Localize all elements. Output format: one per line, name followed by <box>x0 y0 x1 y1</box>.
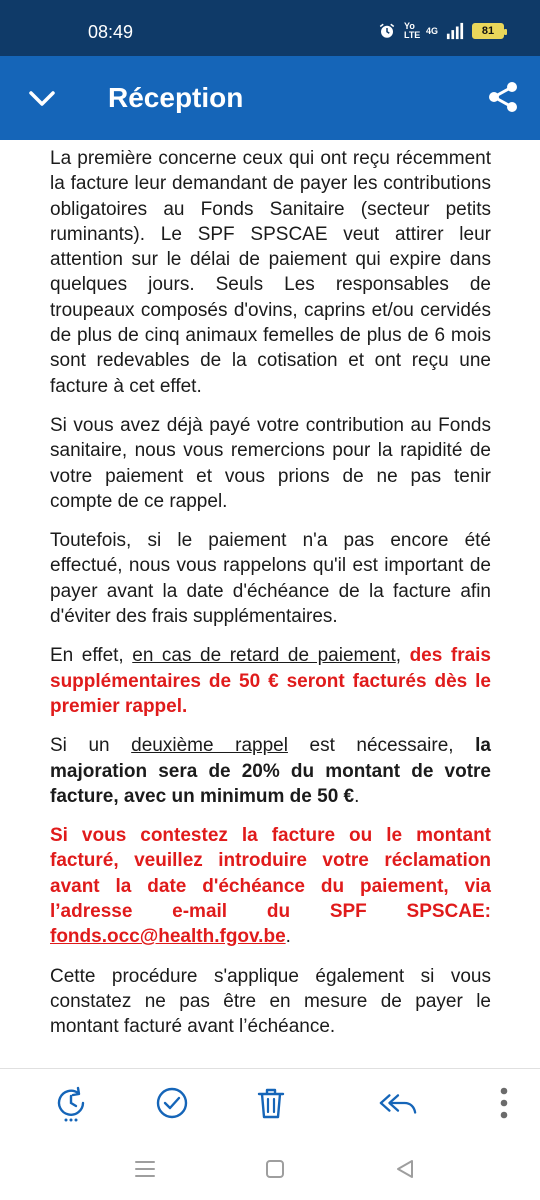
more-button[interactable] <box>484 1083 524 1123</box>
battery-indicator: 81 <box>472 23 504 39</box>
paragraph-2: Si vous avez déjà payé votre contribution au Fonds sanitaire, nous vous remercions pour la rapidité de votre paiement et vous prions de ne pas tenir compte de ce rappel. <box>50 414 491 512</box>
late-payment-text: en cas de retard de paiement <box>132 645 396 667</box>
paragraph-6-end: . <box>285 926 291 948</box>
mark-done-button[interactable] <box>152 1083 192 1123</box>
paragraph-5-mid: est nécessaire, <box>287 735 476 757</box>
paragraph-4 <box>50 643 491 719</box>
paragraph-6 <box>50 823 491 949</box>
signal-type-label: 4G <box>425 25 438 36</box>
second-reminder-text: deuxième rappel <box>131 735 288 757</box>
paragraph-3: Toutefois, si le paiement n'a pas encore été effectué, nous vous rappelons qu'il est important de payer avant la date d'échéance de la facture afin d'éviter des frais supplémentaires. <box>50 530 491 628</box>
paragraph-5 <box>50 733 491 809</box>
page-title: Réception <box>108 82 244 113</box>
system-nav-bar <box>0 1140 540 1200</box>
paragraph-1: La première concerne ceux qui ont reçu récemment la facture leur demandant de payer les contributions obligatoires au Fonds Sanitaire (secteur petits ruminants). Le SPF SPSCAE veut attirer leur attention sur le délai de paiement qui expire dans quelques jours. Seuls Les responsables de troupeaux composés d'ovins, caprins et/ou cervidés de plus de cinq animaux femelles de plus de 6 mois sont redevables de la cotisation et ont reçu une facture à cet effet. <box>50 148 491 397</box>
share-icon[interactable] <box>486 80 520 114</box>
action-toolbar <box>0 1068 540 1140</box>
status-icons <box>378 22 504 40</box>
snooze-icon <box>52 1083 92 1123</box>
email-body <box>50 146 491 1054</box>
paragraph-4-intro: En effet, <box>50 645 133 667</box>
recents-icon[interactable] <box>130 1154 160 1184</box>
snooze-button[interactable] <box>52 1083 92 1123</box>
email-link[interactable]: fonds.occ@health.fgov.be <box>50 926 286 948</box>
status-time: 08:49 <box>88 22 134 42</box>
paragraph-5-end: . <box>354 785 360 807</box>
home-icon[interactable] <box>260 1154 290 1184</box>
reply-all-icon <box>378 1083 418 1123</box>
trash-icon <box>251 1083 291 1123</box>
contest-text: Si vous contestez la facture ou le montant facturé, veuillez introduire votre réclamation avant la date d'échéance du paiement, via l’adresse e-mail du SPF SPSCAE: <box>50 825 491 923</box>
alarm-icon <box>378 22 396 40</box>
extra-fees-warning: des frais supplémentaires de 50 € seront facturés dès le premier rappel. <box>50 645 491 717</box>
more-vert-icon <box>484 1083 524 1123</box>
paragraph-7: Cette procédure s'applique également si vous constatez ne pas être en mesure de payer le montant facturé avant l’échéance. <box>50 965 491 1038</box>
paragraph-5-intro: Si un <box>50 735 132 757</box>
chevron-down-icon[interactable] <box>26 82 58 114</box>
surcharge-text: la majoration sera de 20% du montant de votre facture, avec un minimum de 50 € <box>50 735 492 807</box>
status-bar <box>0 0 540 56</box>
delete-button[interactable] <box>251 1083 291 1123</box>
paragraph-4-sep: , <box>395 645 410 667</box>
reply-all-button[interactable] <box>378 1083 418 1123</box>
back-icon[interactable] <box>390 1154 420 1184</box>
check-circle-icon <box>152 1083 192 1123</box>
network-type-label: Yo LTE <box>403 21 421 40</box>
app-bar <box>0 56 540 140</box>
signal-icon <box>446 22 464 40</box>
